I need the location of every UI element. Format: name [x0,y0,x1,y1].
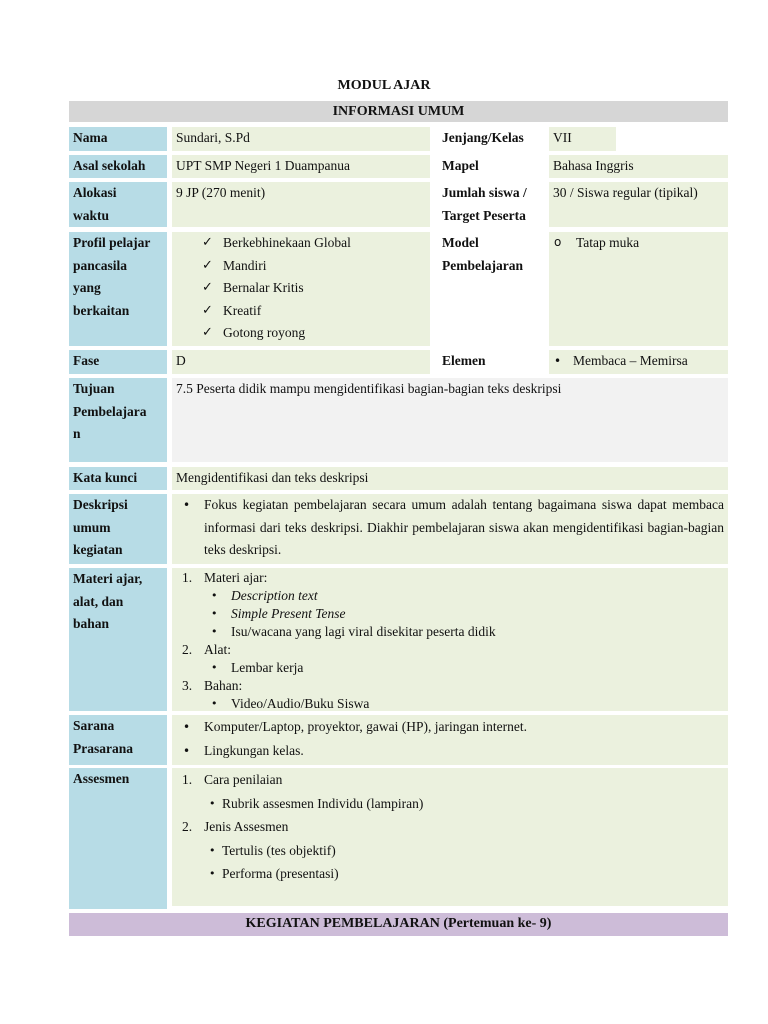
label-alokasi-waktu: Alokasi waktu [69,182,167,227]
sarana-item: • Komputer/Laptop, proyektor, gawai (HP), jaringan internet. [176,715,724,739]
value-deskripsi-umum [172,494,728,564]
label-materi-ajar: Materi ajar, alat, dan bahan [69,568,167,711]
deskripsi-text: • Fokus kegiatan pembelajaran secara umum adalah tentang bagaimana siswa dapat membaca informasi dari teks deskripsi. Diakhir pembelajaran siswa akan mengidentifikasi bagian-bagian teks deskripsi. [176,494,724,562]
profil-item: ✓ Gotong royong [176,322,426,345]
materi-item: • Description text [176,587,724,605]
value-jenjang-kelas: VII [549,127,616,151]
value-alokasi-waktu: 9 JP (270 menit) [172,182,430,227]
label-jumlah-siswa: Jumlah siswa / Target Peserta [442,185,527,223]
materi-item: • Simple Present Tense [176,605,724,623]
value-kata-kunci: Mengidentifikasi dan teks deskripsi [172,467,728,490]
value-tujuan-pembelajaran: 7.5 Peserta didik mampu mengidentifikasi bagian-bagian teks deskripsi [172,378,728,462]
assesmen-item: • Rubrik assesmen Individu (lampiran) [176,792,724,816]
value-mapel: Bahasa Inggris [549,155,728,178]
label-model-pembelajaran: Model Pembelajaran [442,235,523,273]
sarana-item: • Lingkungan kelas. [176,739,724,763]
label-jenjang-kelas: Jenjang/Kelas [442,130,524,145]
materi-item: • Isu/wacana yang lagi viral disekitar peserta didik [176,623,724,641]
value-fase: D [172,350,430,374]
model-item: o Tatap muka [553,232,724,255]
profil-item: ✓ Berkebhinekaan Global [176,232,426,255]
section-header-informasi-umum: INFORMASI UMUM [69,101,728,122]
profil-item: ✓ Kreatif [176,300,426,323]
value-materi-ajar [172,568,728,711]
assesmen-item: • Tertulis (tes objektif) [176,839,724,863]
materi-item: • Video/Audio/Buku Siswa [176,695,724,713]
value-assesmen [172,768,728,906]
profil-item: ✓ Bernalar Kritis [176,277,426,300]
label-elemen: Elemen [442,353,486,368]
elemen-item: • Membaca – Memirsa [553,350,724,373]
label-kata-kunci: Kata kunci [69,467,167,490]
section-header-kegiatan-pembelajaran: KEGIATAN PEMBELAJARAN (Pertemuan ke- 9) [69,913,728,936]
label-nama: Nama [69,127,167,151]
materi-item: • Lembar kerja [176,659,724,677]
label-assesmen: Assesmen [69,768,167,909]
materi-group: 3. Bahan: [182,678,243,693]
label-asal-sekolah: Asal sekolah [69,155,167,178]
page-title: MODUL AJAR [337,78,431,93]
value-model-pembelajaran [549,232,728,346]
value-sarana-prasarana [172,715,728,765]
assesmen-group: 1. Cara penilaian [182,772,283,787]
value-jumlah-siswa: 30 / Siswa regular (tipikal) [549,182,728,227]
materi-group: 1. Materi ajar: [182,570,268,585]
profil-item: ✓ Mandiri [176,255,426,278]
value-profil-pelajar [172,232,430,346]
assesmen-item: • Performa (presentasi) [176,862,724,886]
assesmen-group: 2. Jenis Assesmen [182,819,289,834]
label-mapel: Mapel [442,158,479,173]
label-sarana-prasarana: Sarana Prasarana [69,715,167,765]
label-deskripsi-umum: Deskripsi umum kegiatan [69,494,167,564]
value-elemen [549,350,728,374]
materi-group: 2. Alat: [182,642,231,657]
value-nama: Sundari, S.Pd [172,127,430,151]
value-asal-sekolah: UPT SMP Negeri 1 Duampanua [172,155,430,178]
label-tujuan-pembelajaran: Tujuan Pembelajara n [69,378,167,462]
label-fase: Fase [69,350,167,374]
label-profil-pelajar: Profil pelajar pancasila yang berkaitan [69,232,167,346]
